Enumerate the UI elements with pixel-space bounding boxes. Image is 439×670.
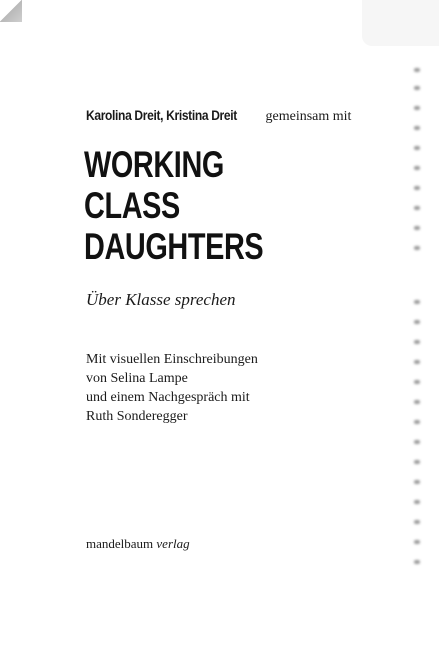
reader-toolbar — [362, 0, 439, 46]
credit-line-1: Mit visuellen Einschreibungen — [86, 352, 258, 367]
credit-line-3: und einem Nachgespräch mit — [86, 390, 250, 405]
title-line-3: DAUGHTERS — [84, 226, 264, 267]
title-line-1: WORKING — [84, 144, 224, 185]
publisher-imprint — [86, 536, 190, 552]
title-line-2: CLASS — [84, 185, 180, 226]
publisher-suffix: verlag — [156, 536, 190, 551]
page-corner-curl[interactable] — [0, 0, 22, 22]
credit-line-2: von Selina Lampe — [86, 371, 188, 386]
book-title — [84, 144, 263, 267]
book-subtitle: Über Klasse sprechen — [86, 290, 236, 309]
credits-block — [86, 350, 258, 426]
author-names: Karolina Dreit, Kristina Dreit — [86, 107, 237, 123]
credit-line-4: Ruth Sonderegger — [86, 409, 188, 424]
with-text: gemeinsam mit — [265, 109, 352, 124]
author-line — [86, 106, 351, 126]
blurred-next-page-edge — [408, 68, 428, 580]
publisher-name: mandelbaum — [86, 536, 154, 551]
